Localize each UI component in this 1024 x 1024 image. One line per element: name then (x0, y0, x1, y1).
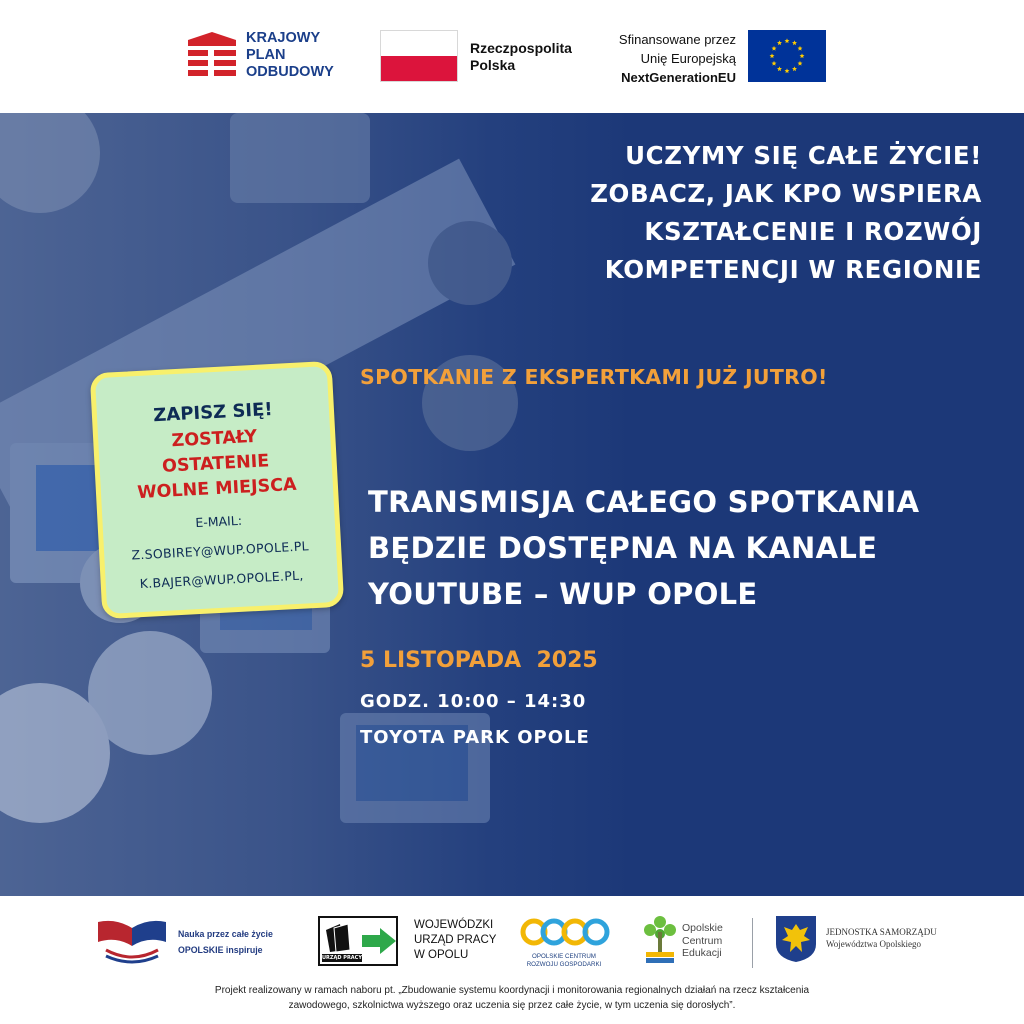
kpo-line: ODBUDOWY (246, 64, 334, 80)
open-book-logo-icon (96, 916, 168, 964)
event-place: TOYOTA PARK OPOLE (360, 727, 590, 748)
oce-line: Opolskie (682, 922, 723, 934)
wup-folders-icon (324, 922, 366, 954)
wup-logo (318, 916, 398, 966)
email-link-bajer[interactable]: K.BAJER@WUP.OPOLE.PL, (139, 567, 304, 592)
wup-line: WOJEWÓDZKI (414, 919, 494, 931)
transmission-line: YOUTUBE – WUP OPOLE (368, 577, 758, 611)
ocrg-rings-logo-icon (520, 914, 610, 950)
wup-line: W OPOLU (414, 949, 469, 961)
kpo-line: KRAJOWY (246, 30, 321, 46)
seats-alert (98, 421, 334, 508)
top-logo-strip (0, 0, 1024, 113)
signup-note (90, 361, 345, 619)
headline-line: KSZTAŁCENIE I ROZWÓJ (644, 217, 982, 246)
oce-line: Edukacji (682, 947, 722, 959)
rp-wordmark (470, 40, 572, 74)
opole-eagle-crest-icon (774, 914, 818, 964)
partner-divider (752, 918, 753, 968)
alert-line: OSTATENIE (161, 451, 270, 477)
wup-logo-caption: URZĄD PRACY (322, 955, 362, 961)
kpo-wordmark (246, 30, 376, 81)
alert-line: ZOSTAŁY (171, 426, 258, 452)
transmission-info (368, 479, 919, 617)
eu-line: Unię Europejską (640, 51, 736, 66)
project-footnote (0, 983, 1024, 1013)
eu-line: Sfinansowane przez (618, 32, 736, 47)
transmission-line: TRANSMISJA CAŁEGO SPOTKANIA (368, 485, 920, 519)
ocrg-line: OPOLSKIE CENTRUM (532, 953, 596, 960)
nauka-slogan (178, 926, 273, 958)
wup-line: URZĄD PRACY (414, 934, 497, 946)
footnote-line: zawodowego, szkolnictwa wyższego oraz uczenia się przez całe życie, w tym uczenia się dorosłych”. (288, 1000, 736, 1011)
footnote-line: Projekt realizowany w ramach naboru pt. „Zbudowanie systemu koordynacji i monitorowania regionalnych działań na rzecz kształcenia (214, 985, 810, 996)
alert-line: WOLNE MIEJSCA (136, 474, 298, 504)
jst-name (826, 926, 937, 950)
nauka-line: Nauka przez całe życie (178, 929, 273, 939)
nauka-line: OPOLSKIE inspiruje (178, 945, 263, 955)
oce-tree-logo-icon (642, 912, 678, 968)
oce-name (682, 922, 723, 960)
event-date: 5 LISTOPADA 2025 (360, 648, 598, 673)
headline (590, 137, 982, 289)
poster-main (0, 113, 1024, 896)
event-hours: GODZ. 10:00 – 14:30 (360, 691, 587, 712)
transmission-line: BĘDZIE DOSTĘPNA NA KANALE (368, 531, 878, 565)
ocrg-name (518, 953, 610, 969)
headline-line: ZOBACZ, JAK KPO WSPIERA (590, 179, 982, 208)
headline-line: KOMPETENCJI W REGIONIE (604, 255, 982, 284)
polish-flag-icon (380, 30, 458, 82)
email-label: E-MAIL: (194, 512, 243, 531)
ocrg-line: ROZWOJU GOSPODARKI (526, 961, 602, 968)
wup-arrow-icon (362, 928, 396, 954)
kpo-logo-icon (188, 30, 236, 82)
jst-line: Województwa Opolskiego (826, 939, 922, 949)
eu-line: NextGenerationEU (621, 70, 736, 85)
rp-line: Rzeczpospolita (470, 40, 572, 56)
oce-line: Centrum (682, 934, 723, 947)
signup-title: ZAPISZ SIĘ! (152, 398, 274, 427)
kpo-line: PLAN (246, 47, 286, 63)
email-link-sobirey[interactable]: Z.SOBIREY@WUP.OPOLE.PL (131, 538, 310, 563)
jst-line: JEDNOSTKA SAMORZĄDU (826, 927, 937, 937)
headline-line: UCZYMY SIĘ CAŁE ŻYCIE! (625, 141, 982, 170)
expert-meeting-announcement: SPOTKANIE Z EKSPERTKAMI JUŻ JUTRO! (360, 365, 828, 389)
rp-line: Polska (470, 57, 516, 73)
eu-funding-text (596, 30, 736, 87)
eu-flag-icon (748, 30, 826, 82)
wup-name (414, 918, 496, 963)
